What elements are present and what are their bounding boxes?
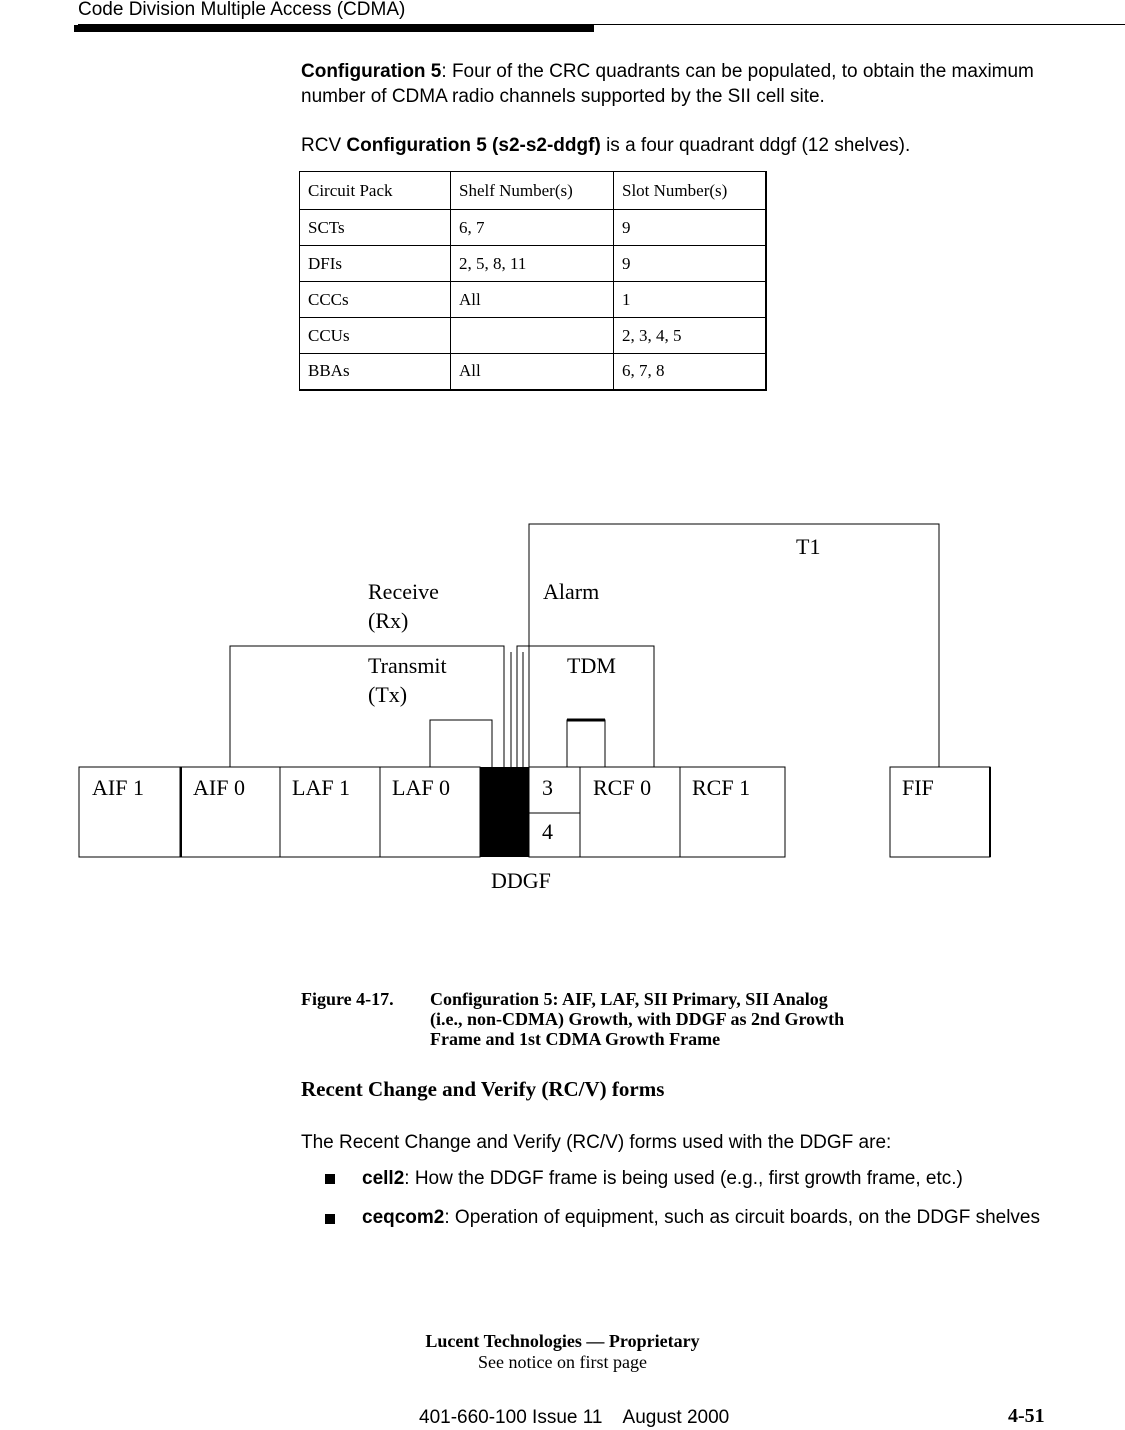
list-item [362,1167,1052,1191]
slot-4-box [529,813,580,857]
table-cell: 2, 3, 4, 5 [614,318,766,354]
figure-caption-line: Frame and 1st CDMA Growth Frame [430,1029,721,1049]
table-cell: 9 [614,210,766,246]
small-connector-box [430,720,492,767]
transmit-line [230,646,504,767]
laf0-label: LAF 0 [392,775,451,800]
slot-4-label: 4 [542,819,553,844]
figure-caption-line: (i.e., non-CDMA) Growth, with DDGF as 2nd Growth [430,1009,845,1029]
table-cell: DFIs [300,246,451,282]
small-connector-box [567,720,605,767]
rcv-prefix: RCV [301,135,347,156]
figure-caption-line: Configuration 5: AIF, LAF, SII Primary, SII Analog [430,989,828,1009]
rcv-suffix: is a four quadrant ddgf (12 shelves). [600,135,911,156]
table-cell: 2, 5, 8, 11 [451,246,614,282]
aif1-label: AIF 1 [92,775,144,800]
table-cell: 1 [614,282,766,318]
list-item [362,1206,1052,1230]
page-number: 4-51 [1008,1405,1045,1427]
table-cell: CCUs [300,318,451,354]
table-row [300,246,766,282]
rcv-config: Configuration 5 (s2-s2-ddgf) [346,135,601,156]
ddgf-label: DDGF [491,868,551,893]
table-row [300,354,766,390]
shelf-slot-table [299,171,767,391]
footer-doc-id: 401-660-100 Issue 11 August 2000 [419,1407,730,1428]
table-header-cell: Circuit Pack [300,172,451,210]
receive-sub-label: (Rx) [368,608,409,633]
table-row [300,318,766,354]
tdm-label: TDM [567,653,616,678]
fif-label: FIF [902,775,934,800]
ddgf-frame-diagram [0,500,1125,900]
table-cell: 6, 7, 8 [614,354,766,390]
footer-notice: See notice on first page [478,1352,647,1372]
config-paragraph [301,59,1061,109]
table-row [300,282,766,318]
config-label: Configuration 5 [301,61,442,82]
table-header-row [300,172,766,210]
table-header-cell: Slot Number(s) [614,172,766,210]
section-intro: The Recent Change and Verify (RC/V) forms used with the DDGF are: [301,1132,892,1153]
table-cell: 6, 7 [451,210,614,246]
transmit-sub-label: (Tx) [368,682,408,707]
rcf0-label: RCF 0 [593,775,652,800]
receive-label: Receive [368,579,439,604]
form-name: ceqcom2 [362,1207,445,1228]
table-cell [451,318,614,354]
config-text: : Four of the CRC quadrants can be populated, to obtain the maximum number of CDMA radio channels supported by the SII cell site. [301,61,1034,107]
header-rule-thick [74,25,594,32]
slot-3-label: 3 [542,775,553,800]
black-block [480,767,529,857]
bullet-marker [325,1174,335,1184]
transmit-label: Transmit [368,653,447,678]
figure-number: Figure 4-17. [301,989,394,1009]
form-description: : How the DDGF frame is being used (e.g., first growth frame, etc.) [404,1168,963,1189]
alarm-label: Alarm [543,579,600,604]
footer-company: Lucent Technologies — Proprietary [425,1331,700,1351]
table-row [300,210,766,246]
figure-caption-text [430,989,970,1049]
table-cell: CCCs [300,282,451,318]
rcf1-label: RCF 1 [692,775,751,800]
table-cell: All [451,282,614,318]
bullet-marker [325,1214,335,1224]
form-name: cell2 [362,1168,405,1189]
table-cell: SCTs [300,210,451,246]
table-header-cell: Shelf Number(s) [451,172,614,210]
table-cell: BBAs [300,354,451,390]
table-cell: All [451,354,614,390]
rcv-paragraph [301,133,1061,158]
aif0-label: AIF 0 [193,775,245,800]
section-heading: Recent Change and Verify (RC/V) forms [301,1077,665,1101]
laf1-label: LAF 1 [292,775,351,800]
t1-label: T1 [796,534,821,559]
slot-3-box [529,767,580,813]
running-header: Code Division Multiple Access (CDMA) [78,0,406,20]
table-cell: 9 [614,246,766,282]
form-description: : Operation of equipment, such as circuit boards, on the DDGF shelves [444,1207,1040,1228]
